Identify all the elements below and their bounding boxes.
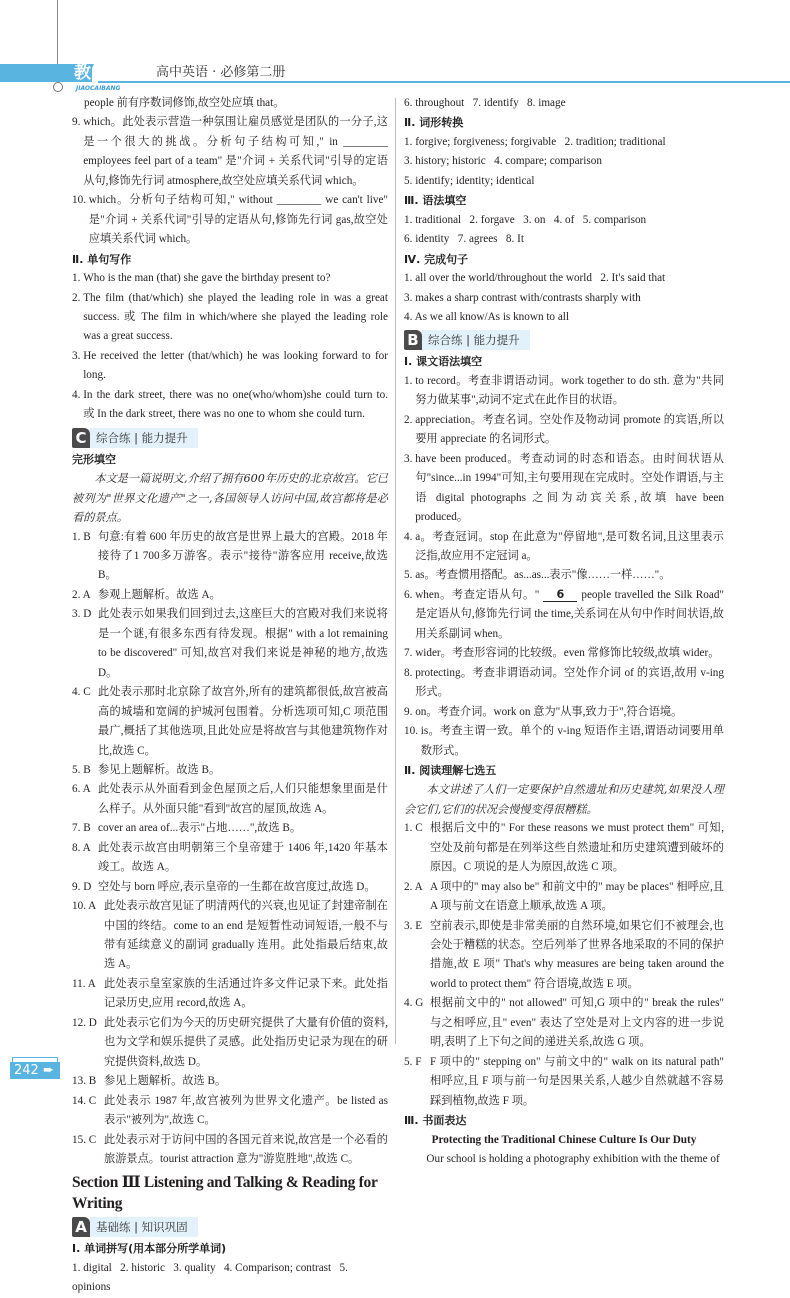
item-text-main: 参见上题解析。故选 B。 — [98, 763, 221, 776]
answer-line: 3. makes a sharp contrast with/contrasts sharply with — [404, 291, 641, 304]
item-text — [415, 644, 724, 663]
section-badge — [404, 330, 724, 350]
item-text — [430, 994, 724, 1052]
item-number: 1. C — [404, 822, 423, 835]
choice-answer — [72, 1131, 388, 1170]
item-number: 3. — [72, 349, 84, 362]
section-badge — [72, 1217, 388, 1237]
item-number: 8. — [404, 666, 416, 679]
subsection-heading: Ⅲ. 语法填空 — [404, 194, 467, 208]
item-text — [430, 819, 724, 877]
item-text — [98, 586, 388, 605]
item-number: 8. A — [72, 841, 91, 854]
item-text — [430, 917, 724, 995]
item-text-main: 此处表示那时北京除了故宫外,所有的建筑都很低,故宫被高高的城墙和宽阔的护城河包围着。分析选项可知,C 项范围最广,概括了其他选项,且此处应是将故宫与其他建筑物作对比,故选 C。 — [98, 686, 388, 757]
item-text — [430, 878, 724, 917]
item-number: 4. — [404, 530, 416, 543]
item-text — [415, 586, 724, 644]
book-title: 高中英语 · 必修第二册 — [156, 65, 286, 80]
choice-answer — [404, 994, 724, 1052]
answer-line: 6. throughout 7. identify 8. image — [404, 97, 566, 109]
item-number: 1. — [72, 272, 84, 285]
essay-paragraph: Our school is holding a photography exhibition with the theme of — [426, 1153, 720, 1166]
choice-answer — [72, 683, 388, 761]
answer-item — [404, 566, 724, 585]
item-number: 9. — [72, 116, 84, 129]
answer-item — [404, 450, 724, 528]
item-number: 14. C — [72, 1094, 97, 1107]
answer-item — [72, 289, 388, 347]
answer-line: 1. traditional 2. forgave 3. on 4. of 5. comparison — [404, 213, 647, 226]
item-number: 4. G — [404, 997, 424, 1010]
item-text-main: 参观上题解析。故选 A。 — [98, 588, 221, 601]
essay-title: Protecting the Traditional Chinese Culture Is Our Duty — [431, 1133, 697, 1146]
item-text-main: 句意:有着 600 年历史的故宫是世界上最大的宫殿。2018 年接待了1 700多万游客。表示"接待"游客应用 receive,故选 B。 — [98, 530, 388, 582]
item-text-main: 此处表示故宫由明朝第三个皇帝建于 1406 年,1420 年基本竣工。故选 A。 — [98, 841, 388, 874]
item-text-main: F 项中的" stepping on" 与前文中的" walk on its natural path" 相呼应,且 F 项与前一句是因果关系,人越少自然就越不容易踩到植物,故选 F 项。 — [430, 1055, 724, 1107]
item-text — [415, 664, 724, 703]
item-text — [104, 1131, 388, 1170]
item-text-main: to record。考查非谓语动词。work together to do sth. 意为"共同努力做某事",动词不定式在此作目的状语。 — [415, 374, 724, 407]
badge-label: 综合练 | 能力提升 — [90, 428, 198, 448]
item-text — [98, 839, 388, 878]
item-number: 15. C — [72, 1133, 97, 1146]
item-number: 1. B — [72, 530, 91, 543]
item-text — [98, 605, 388, 683]
answer-item — [404, 664, 724, 703]
item-text-main: protecting。考查非谓语动词。空处作介词 of 的宾语,故用 v-ing 形式。 — [415, 666, 724, 699]
item-number: 12. D — [72, 1016, 97, 1029]
item-text — [104, 1072, 388, 1091]
item-text-main: cover an area of...表示"占地……",故选 B。 — [98, 822, 302, 835]
logo-subtitle: JIAOCAIBANG — [76, 85, 121, 92]
item-text-main: a。考查冠词。stop 在此意为"停留地",是可数名词,且这里表示泛指,故应用不定冠词 a。 — [415, 530, 724, 562]
item-text-main: on。考查介词。work on 意为"从事,致力于",符合语境。 — [415, 705, 683, 718]
item-text — [83, 269, 388, 288]
item-text-main: which。此处表示营造一种氛围让雇员感觉是团队的一分子,这是一个很大的挑战。分析句子结构可知," in ________ employees feel part of a team" 是"介词 + 关系代词"引导的定语从句,修饰先行词 atmosphere,故空处应填关系代词 which。 — [83, 116, 388, 187]
answer-item — [72, 386, 388, 425]
choice-answer — [72, 605, 388, 683]
item-number: 9. D — [72, 880, 92, 893]
item-text — [98, 780, 388, 819]
answer-item — [404, 703, 724, 722]
item-text — [98, 683, 388, 761]
choice-answer — [404, 917, 724, 995]
item-text-main: when。考查定语从句。" — [415, 588, 540, 601]
choice-answer — [72, 1072, 388, 1091]
subsection-heading: Ⅲ. 书面表达 — [404, 1114, 467, 1128]
blank-number: 6 — [543, 588, 577, 602]
item-text-main: 空前表示,即使是非常美丽的自然环境,如果它们不被理会,也会处于糟糕的状态。空后列举了世界各地采取的不同的保护措施,故 E 项" That's why measures are being taken around the world to protect them" 符合语境,故选 E 项。 — [430, 919, 724, 990]
item-number: 9. — [404, 705, 416, 718]
item-text — [104, 975, 388, 1014]
badge-label: 综合练 | 能力提升 — [422, 330, 530, 350]
item-number: 11. A — [72, 977, 96, 990]
answer-line: 1. digital 2. historic 3. quality 4. Comparison; contrast 5. opinions — [72, 1261, 351, 1294]
item-text-main: 此处表示 1987 年,故宫被列为世界文化遗产。be listed as 表示"被列为",故选 C。 — [104, 1094, 388, 1127]
subsection-heading: Ⅱ. 单句写作 — [72, 252, 132, 266]
item-number: 4. — [72, 388, 84, 401]
subsection-heading: Ⅰ. 单词拼写(用本部分所学单词) — [72, 1242, 227, 1256]
item-text — [89, 191, 388, 249]
item-text-main: appreciation。考查名词。空处作及物动词 promote 的宾语,所以要用 appreciate 的名词形式。 — [415, 413, 724, 446]
arrow-icon: ➨ — [42, 1063, 54, 1078]
item-text — [104, 1014, 388, 1072]
left-column — [72, 94, 388, 1298]
item-text-main: 空处与 born 呼应,表示皇帝的一生都在故宫度过,故选 D。 — [98, 880, 376, 893]
badge-letter: A — [72, 1217, 90, 1237]
header-rule — [98, 81, 790, 83]
choice-answer — [72, 897, 388, 975]
item-text-main: 此处表示从外面看到金色屋顶之后,人们只能想象里面是什么样子。从外面只能"看到"故宫的屋顶,故选 A。 — [98, 783, 388, 815]
answer-item — [72, 191, 388, 249]
column-divider — [395, 98, 396, 1044]
answer-line: 5. identify; identity; identical — [404, 174, 535, 187]
right-column — [404, 94, 724, 1169]
item-text-main: as。考查惯用搭配。as...as...表示"像……一样……"。 — [415, 569, 671, 582]
choice-answer — [72, 975, 388, 1014]
choice-answer — [72, 780, 388, 819]
item-text — [83, 289, 388, 347]
subsection-heading: 完形填空 — [72, 452, 116, 466]
choice-answer — [404, 819, 724, 877]
item-text — [415, 528, 724, 567]
answer-item — [72, 113, 388, 191]
answer-item — [72, 269, 388, 288]
choice-answer — [72, 1092, 388, 1131]
item-text-main: 此处表示故宫见证了明清两代的兴衰,也见证了封建帝制在中国的终结。come to an end 是短暂性动词短语,一般不与带有延续意义的副词 gradually 连用。此处指最后结束,故选 A。 — [104, 900, 388, 971]
subsection-heading: Ⅱ. 词形转换 — [404, 116, 464, 130]
item-text-main: is。考查主谓一致。单个的 v-ing 短语作主语,谓语动词要用单数形式。 — [420, 725, 724, 757]
subsection-heading: Ⅰ. 课文语法填空 — [404, 355, 483, 369]
answer-line: 1. all over the world/throughout the world 2. It's said that — [404, 272, 666, 285]
answer-item — [404, 644, 724, 663]
item-number: 10. — [72, 194, 89, 207]
choice-answer — [72, 1014, 388, 1072]
item-text — [415, 372, 724, 411]
item-text-main: 此处表示皇室家族的生活通过许多文件记录下来。此处指记录历史,应用 record,故选 A。 — [104, 977, 388, 1010]
subsection-heading: Ⅱ. 阅读理解七选五 — [404, 763, 497, 777]
item-text-main: which。分析句子结构可知," without ________ we can't live" 是"介词 + 关系代词"引导的定语从句,修饰先行词 gas,故空处应填关系代词 which。 — [88, 194, 388, 246]
item-text-after: people travelled the Silk Road" 是定语从句,修饰先行词 the time,关系词在从句中作时间状语,故用关系副词 when。 — [415, 588, 724, 640]
page-number-text: 242 — [14, 1063, 39, 1078]
item-text — [98, 819, 388, 838]
item-text — [83, 113, 388, 191]
item-number: 2. A — [404, 880, 423, 893]
item-text-main: 参见上题解析。故选 B。 — [104, 1075, 227, 1088]
answer-line: 6. identity 7. agrees 8. It — [404, 233, 524, 246]
item-text-main: Who is the man (that) she gave the birthday present to? — [83, 272, 331, 285]
item-text-main: wider。考查形容词的比较级。even 常修饰比较级,故填 wider。 — [415, 647, 720, 660]
item-number: 2. — [72, 291, 84, 304]
item-text — [415, 450, 724, 528]
item-text — [104, 897, 388, 975]
item-text — [421, 722, 724, 761]
choice-answer — [72, 586, 388, 605]
item-text — [83, 347, 388, 386]
choice-answer — [72, 878, 388, 897]
choice-answer — [404, 1053, 724, 1111]
section-title: Section Ⅲ Listening and Talking & Reading for Writing — [72, 1174, 378, 1213]
item-text-main: He received the letter (that/which) he was looking forward to for long. — [83, 349, 388, 382]
answer-item — [404, 586, 724, 644]
item-number: 10. A — [72, 900, 97, 913]
item-text — [104, 1092, 388, 1131]
item-text-main: 根据前文中的" not allowed" 可知,G 项中的" break the rules" 与之相呼应,且" even" 表达了空处是对上文内容的进一步说明,表明了上下句之间的递进关系,故选 G 项。 — [430, 997, 724, 1049]
answer-line: 1. forgive; forgiveness; forgivable 2. tradition; traditional — [404, 135, 666, 148]
answer-item — [404, 372, 724, 411]
badge-letter: C — [72, 428, 90, 448]
choice-answer — [72, 819, 388, 838]
item-text-main: 此处表示它们为今天的历史研究提供了大量有价值的资料,也为文学和娱乐提供了灵感。此处指历史记录为现在的研究提供资料,故选 D。 — [104, 1016, 388, 1068]
item-text-main: 根据后文中的" For these reasons we must protect them" 可知,空处及前句都是在列举这些自然遗址和历史建筑遭到破坏的原因。C 项说的是人为原因,故选 C 项。 — [430, 822, 724, 874]
answer-item — [404, 528, 724, 567]
item-number: 1. — [404, 374, 416, 387]
item-number: 6. A — [72, 783, 91, 796]
item-number: 6. — [404, 588, 416, 601]
item-text — [415, 566, 724, 585]
item-text — [98, 878, 388, 897]
item-number: 7. — [404, 647, 416, 660]
item-number: 3. D — [72, 608, 92, 621]
item-number: 10. — [404, 725, 421, 738]
answer-item — [404, 722, 724, 761]
item-text-main: In the dark street, there was no one(who/whom)she could turn to. 或 In the dark street, there was no one to whom she could turn. — [83, 388, 388, 421]
item-text-main: The film (that/which) she played the leading role in was a great success. 或 The film in which/where she played the leading role was a great success. — [83, 291, 388, 343]
logo: 教材帮 — [74, 63, 128, 83]
passage-summary: 本文讲述了人们一定要保护自然遗址和历史建筑,如果没人理会它们,它们的状况会慢慢变得很糟糕。 — [404, 783, 724, 816]
choice-answer — [72, 761, 388, 780]
item-number: 3. E — [404, 919, 423, 932]
item-text-main: 此处表示对于访问中国的各国元首来说,故宫是一个必看的旅游景点。tourist attraction 意为"游览胜地",故选 C。 — [104, 1133, 388, 1166]
answer-item — [72, 347, 388, 386]
item-text — [415, 703, 724, 722]
subsection-heading: Ⅳ. 完成句子 — [404, 252, 469, 266]
item-text-main: A 项中的" may also be" 和前文中的" may be places" 相呼应,且 A 项与前文在语意上顺承,故选 A 项。 — [430, 880, 724, 913]
item-number: 4. C — [72, 686, 91, 699]
answer-line: 4. As we all know/As is known to all — [404, 310, 570, 323]
item-text — [415, 411, 724, 450]
choice-answer — [72, 839, 388, 878]
item-number: 2. — [404, 413, 416, 426]
item-text-main: have been produced。考查动词的时态和语态。由时间状语从句"since...in 1994"可知,主句要用现在完成时。空处作谓语,与主语 digital photographs 之间为动宾关系,故填 have been produced。 — [415, 452, 724, 524]
item-text — [430, 1053, 724, 1111]
item-text — [98, 761, 388, 780]
item-number: 3. — [404, 452, 416, 465]
item-number: 5. F — [404, 1055, 422, 1068]
item-number: 5. B — [72, 763, 91, 776]
item-number: 13. B — [72, 1075, 97, 1088]
item-number: 5. — [404, 569, 416, 582]
item-number: 7. B — [72, 822, 91, 835]
answer-line: 3. history; historic 4. compare; comparison — [404, 155, 602, 168]
choice-answer — [404, 878, 724, 917]
passage-summary: 本文是一篇说明文,介绍了拥有600年历史的北京故宫。它已被列为"世界文化遗产"之一,各国领导人访问中国,故宫都将是必看的景点。 — [72, 472, 388, 525]
choice-answer — [72, 528, 388, 586]
continued-text: people 前有序数词修饰,故空处应填 that。 — [84, 97, 285, 109]
item-text — [98, 528, 388, 586]
badge-letter: B — [404, 330, 422, 350]
item-text-main: 此处表示如果我们回到过去,这座巨大的宫殿对我们来说将是一个谜,有很多东西有待发现。根据" with a lot remaining to be discovered" 可知,故宫对我们来说是神秘的地方,故选 D。 — [98, 608, 388, 679]
badge-label: 基础练 | 知识巩固 — [90, 1217, 198, 1237]
section-badge — [72, 428, 388, 448]
pin-icon — [53, 82, 63, 92]
answer-item — [404, 411, 724, 450]
item-text — [83, 386, 388, 425]
item-number: 2. A — [72, 588, 91, 601]
page-number — [10, 1062, 60, 1079]
